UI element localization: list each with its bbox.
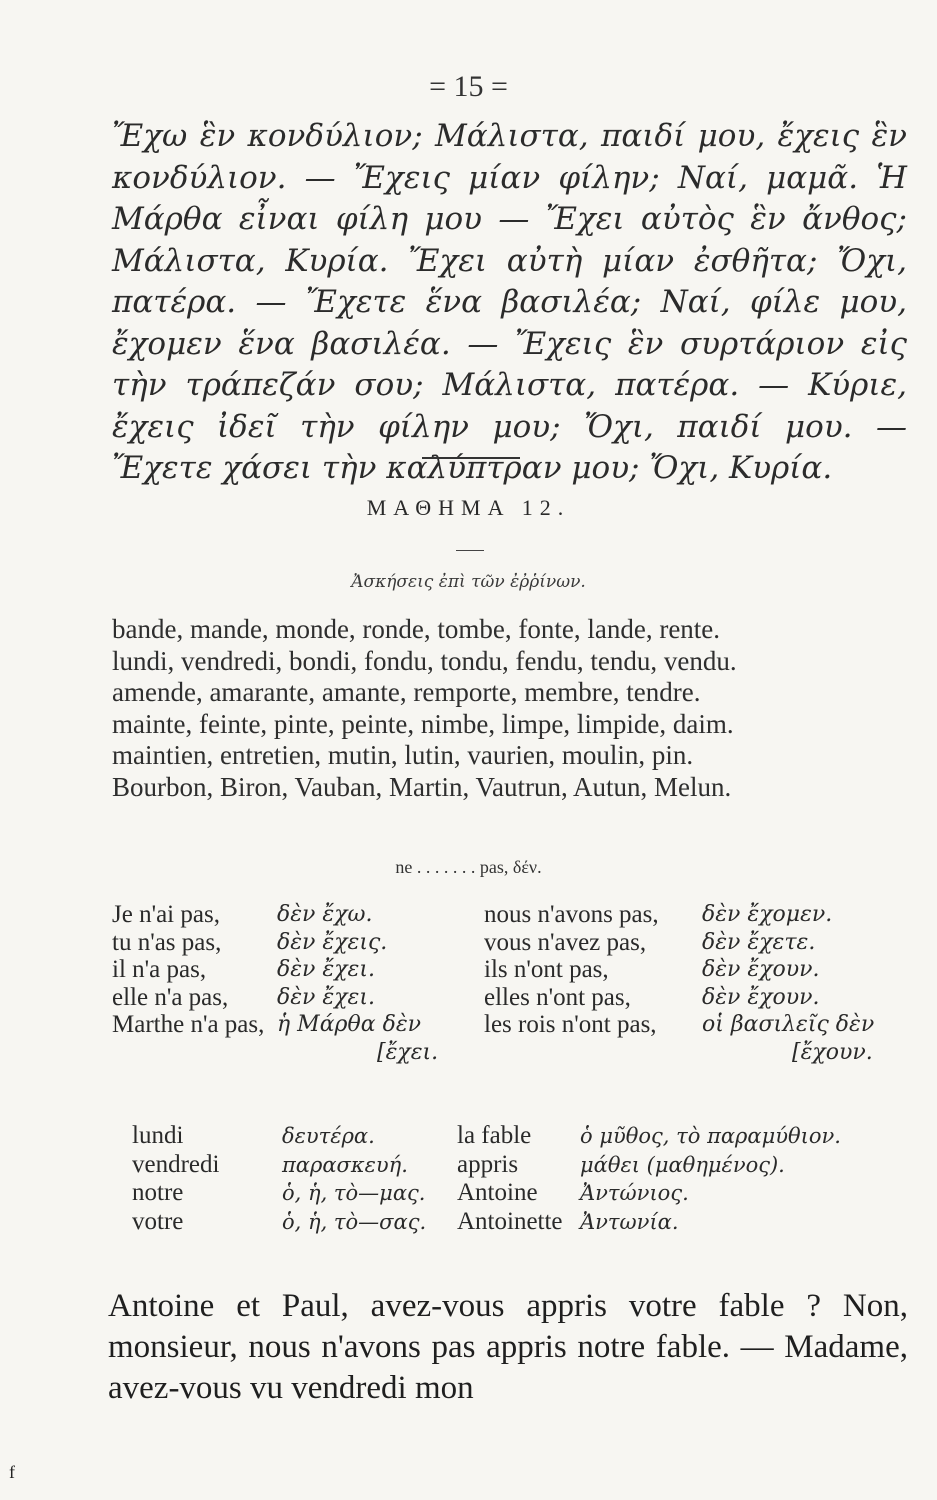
greek-left: δὲν ἔχω. [277, 902, 373, 927]
vocabulary-row [132, 1122, 907, 1151]
greek-right: δὲν ἔχουν. [702, 984, 820, 1010]
french-left: Je n'ai pas, [112, 901, 220, 928]
french-word: Antoinette [457, 1207, 563, 1235]
conjugation-row [112, 984, 907, 1012]
margin-mark: f [9, 1462, 15, 1482]
page-number: = 15 = [429, 70, 508, 103]
french-word: notre [132, 1179, 184, 1206]
greek-translation: Ἀντωνία. [580, 1209, 679, 1234]
section-divider [422, 457, 520, 459]
french-word: lundi [132, 1122, 184, 1149]
french-word: appris [457, 1150, 519, 1178]
french-word: Antoine [457, 1179, 538, 1206]
lesson-title: ΜΑΘΗΜΑ 12. [366, 495, 571, 520]
vocabulary-row [132, 1151, 907, 1180]
word-line: mainte, feinte, pinte, peinte, nimbe, limpe, limpide, daim. [112, 708, 734, 739]
word-line: Bourbon, Biron, Vauban, Martin, Vautrun, Autun, Melun. [112, 771, 732, 802]
french-word: la fable [457, 1122, 532, 1149]
french-left: tu n'as pas, [112, 928, 222, 956]
french-left: il n'a pas, [112, 956, 207, 983]
greek-dialogue-text: Ἔχω ἓν κονδύλιον; Μάλιστα, παιδί μου, ἔχεις ἓν κονδύλιον. — Ἔχεις μίαν φίλην; Ναί, μαμᾶ. Ἡ Μάρθα εἶναι φίλη μου — Ἔχει αὐτὸς ἓν ἄνθος; Μάλιστα, Κυρία. Ἔχει αὐτὴ μίαν ἐσθῆτα; Ὄχι, πατέρα. — Ἔχετε ἕνα βασιλέα; Ναί, φίλε μου, ἔχομεν ἕνα βασιλέα. — Ἔχεις ἓν συρτάριον εἰς τὴν τράπεζάν σου; Μάλιστα, πατέρα. — Κύριε, ἔχεις ἰδεῖ τὴν φίλην μου; Ὄχι, παιδί μου. — Ἔχετε χάσει τὴν καλύπτραν μου; Ὄχι, Κυρία. [112, 118, 907, 486]
lesson-subtitle: Ἀσκήσεις ἐπὶ τῶν ἐῤῥίνων. [351, 572, 586, 592]
greek-right-continuation: [ἔχουν. [792, 1039, 873, 1065]
conjugation-row [112, 901, 907, 929]
word-line: lundi, vendredi, bondi, fondu, tondu, fendu, tendu, vendu. [112, 645, 737, 676]
greek-translation: δευτέρα. [282, 1124, 375, 1148]
greek-translation: ὁ, ἡ, τὸ—σας. [282, 1209, 427, 1234]
greek-translation: παρασκευή. [282, 1152, 408, 1177]
greek-right: οἱ βασιλεῖς δὲν [702, 1012, 875, 1037]
greek-translation: μάθει (μαθημένος). [580, 1152, 785, 1177]
greek-left: δὲν ἔχει. [277, 957, 375, 982]
conjugation-row [112, 1011, 907, 1039]
word-line: maintien, entretien, mutin, lutin, vaurien, moulin, pin. [112, 740, 694, 770]
french-right: ils n'ont pas, [484, 956, 609, 983]
french-left: Marthe n'a pas, [112, 1011, 265, 1038]
vocabulary-row [132, 1179, 907, 1208]
french-left: elle n'a pas, [112, 983, 229, 1011]
conjugation-row [112, 929, 907, 957]
greek-dialogue-passage [112, 116, 907, 490]
greek-translation: Ἀντώνιος. [580, 1181, 689, 1205]
reading-text: Antoine et Paul, avez-vous appris votre fable ? Non, monsieur, nous n'avons pas appris notre fable. — Madame, avez-vous vu vendredi mon [108, 1288, 908, 1406]
french-word: votre [132, 1207, 184, 1235]
conjugation-table [112, 901, 907, 1066]
greek-right: δὲν ἔχομεν. [702, 902, 833, 927]
conjugation-row [112, 956, 907, 984]
french-right: elles n'ont pas, [484, 983, 631, 1011]
title-underline [456, 550, 484, 551]
nasal-word-list [112, 614, 907, 803]
word-line: bande, mande, monde, ronde, tombe, fonte, lande, rente. [112, 614, 721, 644]
vocabulary-table [132, 1122, 907, 1236]
negation-heading: ne . . . . . . . pas, δέν. [395, 857, 542, 877]
vocabulary-row [132, 1208, 907, 1237]
reading-exercise [108, 1286, 908, 1409]
french-word: vendredi [132, 1150, 220, 1178]
greek-left-continuation: [ἔχει. [377, 1039, 439, 1065]
greek-right: δὲν ἔχετε. [702, 929, 816, 955]
greek-left: δὲν ἔχεις. [277, 929, 388, 955]
greek-right: δὲν ἔχουν. [702, 957, 820, 982]
greek-left: ἡ Μάρθα δὲν [277, 1012, 422, 1037]
french-right: les rois n'ont pas, [484, 1011, 657, 1038]
greek-translation: ὁ μῦθος, τὸ παραμύθιον. [580, 1124, 841, 1148]
conjugation-continuation-row [112, 1039, 907, 1067]
greek-left: δὲν ἔχει. [277, 984, 375, 1010]
french-right: vous n'avez pas, [484, 928, 647, 956]
french-right: nous n'avons pas, [484, 901, 659, 928]
greek-translation: ὁ, ἡ, τὸ—μας. [282, 1181, 426, 1205]
word-line: amende, amarante, amante, remporte, membre, tendre. [112, 677, 701, 707]
